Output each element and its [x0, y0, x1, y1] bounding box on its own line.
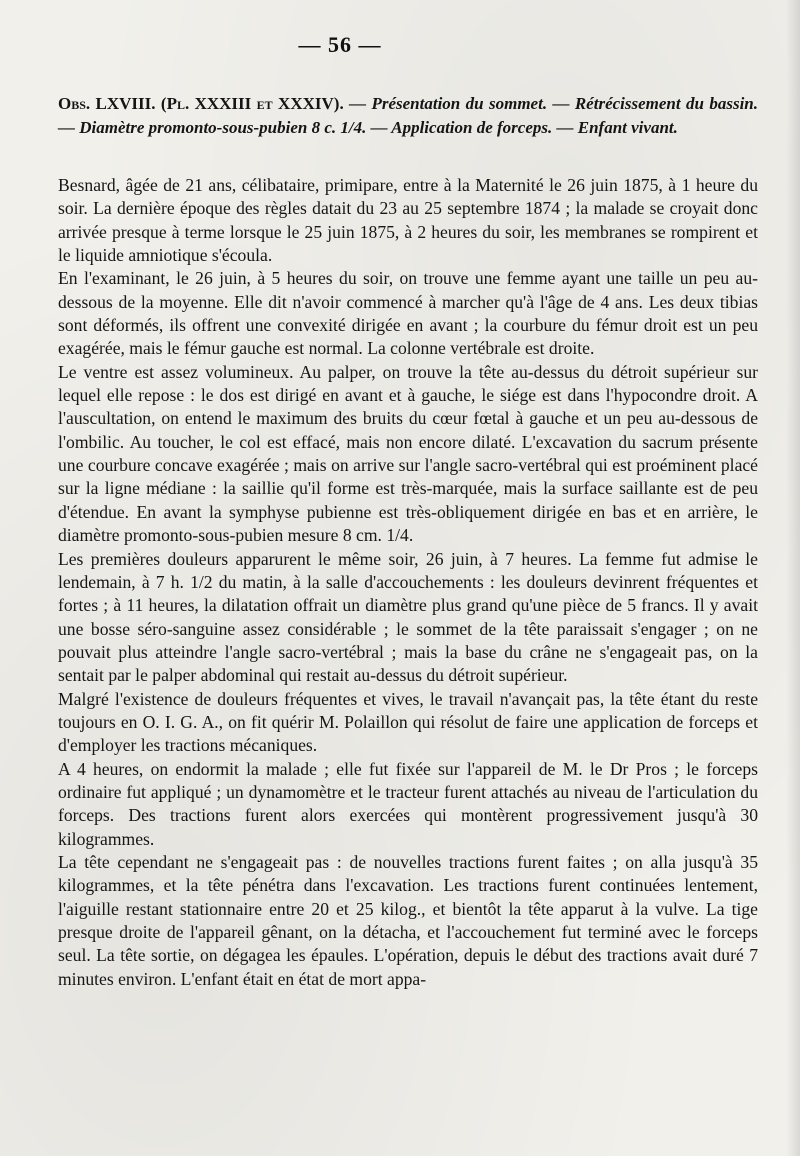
observation-number: Obs. LXVIII. (Pl. XXXIII et XXXIV).	[58, 94, 344, 113]
page-edge-shadow	[786, 0, 800, 1156]
page-number: — 56 —	[298, 32, 382, 57]
paragraph-decision: Malgré l'existence de douleurs fréquentes et vives, le travail n'avançait pas, la tête étant du reste toujours en O. I. G. A., on fit quérir M. Polaillon qui résolut de faire une application de forceps et d'employer les tractions mécaniques.	[58, 688, 758, 756]
case-report-body	[58, 174, 758, 991]
paragraph-forceps: A 4 heures, on endormit la malade ; elle fut fixée sur l'appareil de M. le Dr Pros ; le forceps ordinaire fut appliqué ; un dynamomètre et le tracteur furent attachés au niveau de l'articulation du forceps. Des tractions furent alors exercées qui montèrent progressivement jusqu'à 30 kilogrammes.	[58, 758, 758, 849]
paragraph-admission: Besnard, âgée de 21 ans, célibataire, primipare, entre à la Maternité le 26 juin 1875, à 1 heure du soir. La dernière époque des règles datait du 23 au 25 septembre 1874 ; la malade se croyait donc arrivée presque à terme lorsque le 25 juin 1875, à 2 heures du soir, les membranes se rompirent et le liquide amniotique s'écoula.	[58, 175, 758, 266]
paragraph-traction: La tête cependant ne s'engageait pas : de nouvelles tractions furent faites ; on alla jusqu'à 35 kilogrammes, et la tête pénétra dans l'excavation. Les tractions furent continuées lentement, l'aiguille restant stationnaire entre 20 et 25 kilog., et bientôt la tête apparut à la vulve. La tige presque droite de l'appareil gênant, on la détacha, et l'accouchement fut terminé avec le forceps seul. La tête sortie, on dégagea les épaules. L'opération, depuis le début des tractions avait duré 7 minutes environ. L'enfant était en état de mort appa-	[58, 851, 758, 989]
paragraph-labor-onset: Les premières douleurs apparurent le même soir, 26 juin, à 7 heures. La femme fut admise le lendemain, à 7 h. 1/2 du matin, à la salle d'accouchements : les douleurs devinrent fréquentes et fortes ; à 11 heures, la dilatation offrait un diamètre plus grand qu'une pièce de 5 francs. Il y avait une bosse séro-sanguine assez considérable ; le sommet de la tête paraissait s'engager ; on ne pouvait plus atteindre l'angle sacro-vertébral ; mais la base du crâne ne s'engageait pas, on la sentait par le palper abdominal qui restait au-dessus du détroit supérieur.	[58, 548, 758, 686]
paragraph-abdomen: Le ventre est assez volumineux. Au palper, on trouve la tête au-dessus du détroit supérieur sur lequel elle repose : le dos est dirigé en avant et à gauche, le siége est dans l'hypocondre droit. A l'auscultation, on entend le maximum des bruits du cœur fœtal à gauche et un peu au-dessous de l'ombilic. Au toucher, le col est effacé, mais non encore dilaté. L'excavation du sacrum présente une courbure concave exagérée ; mais on arrive sur l'angle sacro-vertébral qui est proéminent placé sur la ligne médiane : la saillie qu'il forme est très-marquée, mais la surface saillante est de peu d'étendue. En avant la symphyse pubienne est très-obliquement dirigée en bas et en arrière, le diamètre promonto-sous-pubien mesure 8 cm. 1/4.	[58, 361, 758, 546]
observation-summary: — Présentation du sommet. — Rétrécissement du bassin. — Diamètre promonto-sous-pubien 8 c. 1/4. — Application de forceps. — Enfant vivant.	[58, 94, 758, 137]
paragraph-examination: En l'examinant, le 26 juin, à 5 heures du soir, on trouve une femme ayant une taille un peu au-dessous de la moyenne. Elle dit n'avoir commencé à marcher qu'à l'âge de 4 ans. Les deux tibias sont déformés, ils offrent une convexité dirigée en avant ; la courbure du fémur droit est un peu exagérée, mais le fémur gauche est normal. La colonne vertébrale est droite.	[58, 268, 758, 359]
observation-heading	[58, 92, 758, 140]
